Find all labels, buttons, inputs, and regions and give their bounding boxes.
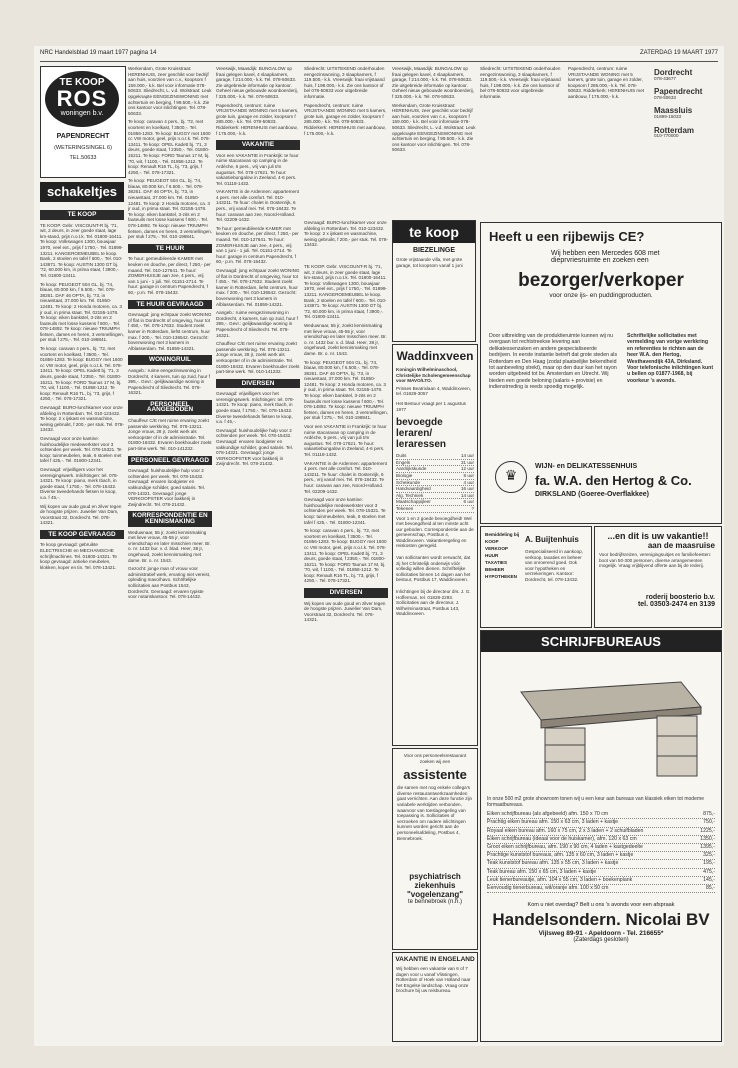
classified: Sliedrecht: UITSTEKEND onderhouden eengezinswoning, 3 slaapkamers, f 119.500,- k.k. Vreeswijk: fraai vrijstaand huis, f 198.000,- k.k. Zie ons kantoor of bel 078-50633 voor uitgebreide informatie. [304,66,385,99]
desk-item: Teak bureau afm. 150 x 65 cm, 3 laden + kastje 475,- [487,869,715,877]
desk-item: Eiken schrijfbureau (ideaal voor de huiskamer), afm. 120 x 63 cm 1350,- [487,836,715,844]
subject-row: Biologie 8 uur [396,472,474,478]
classified: Gevraagd: BURO-lunchkamer voor onze afdeling in Rotterdam. Tel. 010-123432. Te koop: 2 x ijskast en wasmachine, weinig gebruikt, f 200,- per stuk. Tel. 078-13432. [304,220,388,248]
classified: Te koop: caravan 4 pers., bj. '72, met voortent en koelkast, f 3500,-. Tel. 01856-1283. Te koop: BUGGY met 1600 cc VW motor, geel, prijs n.o.t.k. Tel. 078-13411. Te koop: OPEL Kadett bj. '71, 3 deurs, goede staat, f 2350,-. Tel. 01800-15211. Te koop: FORD Taunus 17 M, bj. '70, wit, f 1100,-. Tel. 01858-1212. Te koop: Renault R16 TL, bj. '73, grijs, f 4250,-. Tel. 078-17321. [128,119,211,175]
classified: Sliedrecht: UITSTEKEND onderhouden eengezinswoning, 3 slaapkamers, f 119.500,- k.k. Vreeswijk: fraai vrijstaand huis, f 198.000,- k.k. Zie ons kantoor of bel 078-50633 voor uitgebreide informatie. [480,66,561,99]
schrijf-caption: In onze 500 m2 grote showroom tonen wij u een keur aan bureaus van klassiek eiken tot moderne formaatbureaus. [487,796,705,808]
schrijf-note: Kom u niet overdag? Belt u ons 's avonds voor een afspraak [527,902,675,909]
column-4-top [304,66,388,216]
buijtenhuis-ad [480,526,592,628]
waddinxveen-note1: Voor 1 en 2 goede bevoegdheid! Wel met bevoegdheid al ten minste acht uur geboden. Correspondentie aan de gemeenschap, Postbus 4, Waddinxveen. Vakantieregeling en reiskosten geregeld. [396,515,474,549]
classified: Chauffeur C/E met ruime ervaring zoekt passende werkkring. Tel. 078-13211. Jonge vrouw, 28 jr, zoekt werk als verkoopster of in de administratie. Tel. 01800-18432. Ervaren boekhouder zoekt part-time werk. Tel. 010-141232. [216,341,300,375]
classified: Weduwnaar, 55 jr, zoekt kennismaking met lieve vrouw, 45-55 jr, voor vriendschap en later misschien meer. Br. o. nr. 1432 bur. v. d. blad. Heer, 38 jr, ongehuwd, zoekt kennismaking met dame. Br. o. nr. 1543. [128,529,211,563]
classified: Werkendam, Grote Kruisstraat: HERENHUIS, zeer geschikt voor bedrijf aan huis, voorzien van c.v., koopsom f 159.000,- k.k. Bel voor informatie 078-50633. Sliedrecht, L. v.d. Wolstraat: Leuk opgeknapte EENGEZINSWONING met achtertuin en berging, f 99.500,- k.k. Zie ons kantoor voor inlichtingen. Tel. 078-50633. [392,102,476,153]
classified: Gevraagd: BURO-lunchkamer voor onze afdeling in Rotterdam. Tel. 010-123432. Te koop: 2 x ijskast en wasmachine, weinig gebruikt, f 200,- per stuk. Tel. 078-13432. [40,405,124,433]
classified: Te koop: PEUGEOT 504 GL, bj. '74, blauw, 80.000 km, f 6.500,-. Tel. 078-38261. DAF 46 OPTA, bj. '73, in nieuwstaat, 37.000 km. Tel. 01850-12481. Te koop: 2 Honda motoren, ca. 3 jr oud, in prima staat. Tel. 02155-1478. Te koop: eiken bankstel, 3-zits en 2 fauteuils met losse kussens f 600,-. Tel. 078-14892. Te koop: nieuwe TRIUMPH fietsen, dames en heren, 3 versnellingen, per stuk f 275,-. Tel. 010-198841. [304,359,388,421]
assistente-title: assistente [403,767,467,783]
desk-item: Leuk tienerbureautje, afm. 104 x 55 cm, 3 laden + boekenplank 145,- [487,877,715,885]
section-correspondentie: KORRESPONDENTIE EN KENNISMAKING [128,511,212,526]
vakantie-sub: aan de maasruise [647,541,715,550]
tekoop-biezelinge-ad [392,220,476,342]
subject-row: Engels 31 uur [396,459,474,465]
waddinxveen-org: Koningin Wilhelminaschool, Christelijke Scholengemeenschap voor MAVO/LTO. [396,367,471,384]
vakantie-eng-title: VAKANTIE IN ENGELAND [395,956,475,963]
rijbewijs-sub: voor onze ijs- en puddingproducten. [549,292,653,299]
classified: VAKANTIE in de Ardennen: appartement 4 pers. met alle comfort. Tel. 010-143211. Te huur: chalet in Oostenrijk, 6 pers., vrij vanaf mei. Tel. 078-18432. Te huur: caravan aan zee, Noord-Holland. Tel. 02209-1432. [304,460,387,494]
rijbewijs-intro: Wij hebben een Mercedes 608 met dieprvriesruimte en zoeken een [551,250,660,264]
subject-row: Duits 14 uur [396,453,474,459]
section-personeel-gevraagd: PERSONEEL GEVRAAGD [128,456,212,466]
tekoop-title: te koop [393,221,475,243]
waddinxveen-title: Waddinxveen [396,349,474,363]
classified: TE KOOP. Gebr. VISCOUNT-R bj. '71, wit, 2 deurs, in zeer goede staat, lage km-stand, prijs n.o.t.k. Tel. 01800-16411. Te koop: Volkswagen 1300, bouwjaar 1970, veel ext., prijs f 1750,-. Tel. 01899-13211. KANGEROEMEUBEL te koop. Bank, 2 stoelen en tafel f 600,-. Tel. 010-143871. Te koop: AUSTIN 1300 GT bj. '72, 60.000 km, in prima staat, f 3900,-. Tel. 01800-13411. [40,222,123,278]
column-6-top [480,66,564,216]
rijbewijs-heading: Heeft u een rijbewijs CE? [489,229,645,244]
column-1 [40,206,124,1041]
logo-brand: ROS [56,86,108,111]
schrijf-brand: Handelsondern. Nicolai BV [492,910,710,930]
desk-item: Eiken schrijfbureau (als afgebeeld) afm. 150 x 70 cm 875,- [487,811,715,819]
waddinxveen-address: Prinses Beatrixlaan 4, Waddinxveen, tel. 01828-3057 [396,385,471,397]
assistente-org: psychiatrisch ziekenhuis "vogelenzang" [406,872,464,900]
desk-item: Prachtige kunststof bureaus, afm. 135 x 60 cm, 3 laden + kastje 325,- [487,852,715,860]
classified: Vreeswijk, Maasdijk: BUNGALOW op fraai gelegen kavel, 4 slaapkamers, garage, f 214.000,- k.k. Tel. 078-50633. Zie uitgebreide informatie op kantoor. Geheel nieuw gebouwde woonboerderij, f 325.000,- k.k. Tel. 078-50633. [392,66,474,99]
subject-row: Alg. Techniek 14 uur [396,492,474,498]
assistente-text: die samen met nog enkele collega's diverse restaurantwerkzaamheden gaat verrichten. Aan deze functie zijn variabele werktijden verbonden, waarvoor van toeslagregeling van toepassing is. Sollicitaties of verzoeken om nadere inlichtingen kunnen worden gericht aan de personeelsafdeling, Postbus 4, Bennebroek. [397,785,473,841]
newspaper-page [34,46,724,1046]
waddinxveen-ad [392,344,478,746]
column-4 [304,264,388,1041]
classified: Werkendam, Grote Kruisstraat: HERENHUIS, zeer geschikt voor bedrijf aan huis, voorzien van c.v., koopsom f 159.000,- k.k. Bel voor informatie 078-50633. Sliedrecht, L. v.d. Wolstraat: Leuk opgeknapte EENGEZINSWONING met achtertuin en berging, f 99.500,- k.k. Zie ons kantoor voor inlichtingen. Tel. 078-50633. [128,66,212,116]
subject-row: Scheikunde 4 uur [396,479,474,485]
classified: Vreeswijk, Maasdijk: BUNGALOW op fraai gelegen kavel, 4 slaapkamers, garage, f 214.000,- k.k. Tel. 078-50633. Zie uitgebreide informatie op kantoor. Geheel nieuw gebouwde woonboerderij, f 325.000,- k.k. Tel. 078-50633. [216,66,298,99]
classified: Aangeb.: ruime eengezinswoning in Dordrecht, 4 kamers, tuin op zuid, huur f 395,-. Gevr.: gelijkwaardige woning in Papendrecht of Sliedrecht. Tel. 078-16321. [216,310,298,338]
classified: Gevraagd: huishoudelijke hulp voor 2 ochtenden per week. Tel. 078-15432. Gevraagd: ervaren loodgieter en vakkundige schilder, goed salaris. Tel. 078-14321. Gevraagd: jonge VERKOOPSTER voor bakkerij in Zwijndrecht. Tel. 078-21432. [128,468,206,507]
crown-icon: ♛ [495,461,527,493]
classified: Te huur: gemeubileerde KAMER met keuken en douche, per direct, f 250,- per maand. Tel. 010-127641. Te huur: ZOMERHUISJE aan zee, 4 pers., vrij van 1 juni - 1 juli. Tel. 01151-2714. Te huur: garage in centrum Papendrecht, f 60,- p.m. Tel. 078-15432. [216,225,299,265]
desk-item: Teak kunststof bureau afm. 135 x 55 cm, 3 laden + kastje 195,- [487,860,715,868]
desk-item: Groot eiken schrijfbureau, afm. 190 x 90 cm, 4 laden + kastgedeelte 1395,- [487,844,715,852]
page-header-left: NRC Handelsblad 19 maart 1977 pagina 14 [40,50,157,56]
column-4-mid [304,220,388,260]
schakeltjes-banner [40,182,124,202]
desk-item: Royaal eiken bureau afm. 160 x 75 cm, 2 x 3 laden + 2 schuifbladen 1225,- [487,828,715,836]
classified: Gevraagd: vrijwilligers voor het verenigingswerk. Inlichtingen: tel. 078-14321. Te koop: piano, merk Ibach, in goede staat, f 1750,-. Tel. 078-15432. Diverse tweedehands fietsen te koop, v.a. f 45,-. [216,391,295,425]
classified: Te koop gevraagd: gebruikte ELECTRISCHE en MECHANISCHE schrijfmachines. Tel. 01800-14321. Te koop gevraagd: antieke meubelen, klokken, koper en tin. Tel. 078-13421. [40,542,117,570]
subject-row: Maatschappijleer 6 uur [396,499,474,505]
vakantie-contact: roderij boosterio b.v. [645,594,715,601]
waddinxveen-note2: Van sollicitanten wordt verwacht, dat zij het Christelijk onderwijs vóór volledig willen dienen. Schriftelijke sollicitaties binnen 14 dagen aan het bestuur, Postbus 17, Waddinxveen. [396,555,471,583]
section-diversen: DIVERSEN [216,379,300,389]
logo-oval [45,71,119,127]
classified: Wij kopen uw oude goud en zilver tegen de hoogste prijzen. Juwelier Van Dam, Voorstraat 32, Dordrecht. Tel. 078-14321. [304,600,386,623]
rijbewijs-ad [480,222,722,524]
classified: Te huur: gemeubileerde KAMER met keuken en douche, per direct, f 250,- per maand. Tel. 010-127641. Te huur: ZOMERHUISJE aan zee, 4 pers., vrij van 1 juni - 1 juli. Tel. 01151-2714. Te huur: garage in centrum Papendrecht, f 60,- p.m. Tel. 078-15432. [128,256,211,295]
buijtenhuis-label: Bemiddeling bij KOOP VERKOOP HUUR TAXATIES BEHEER HYPOTHEKEN [485,532,520,579]
schrijf-hours: (Zaterdags gesloten) [573,937,629,944]
buijtenhuis-name: A. Buijtenhuis [525,535,579,544]
classified: TE KOOP. Gebr. VISCOUNT-R bj. '71, wit, 2 deurs, in zeer goede staat, lage km-stand, prijs n.o.t.k. Tel. 01800-16411. Te koop: Volkswagen 1300, bouwjaar 1970, veel ext., prijs f 1750,-. Tel. 01899-13211. KANGEROEMEUBEL te koop. Bank, 2 stoelen en tafel f 600,-. Tel. 010-143871. Te koop: AUSTIN 1300 GT bj. '72, 60.000 km, in prima staat, f 3900,-. Tel. 01800-13411. [304,264,387,320]
section-woningruil: WONINGRUIL [128,355,212,365]
tekoop-sub: BIEZELINGE [412,247,455,254]
subject-row: Tekenen ? [396,505,474,511]
rijbewijs-sollicit: Schriftelijke sollicitaties met vermelding van vorige werkkring en referenties te richten aan de heer W.A. den Hertog, Westhavendijk 43A, Dirksland. Voor telefonische inlichtingen kunt u bellen op 01877-1968, bij voorkeur 's avonds. [627,333,714,384]
assistente-intro: Voor ons personeelsrestaurant zoeken wij een [403,753,467,764]
section-personeel-aangeboden: PERSONEEL AANGEBODEN [128,400,212,415]
column-7-top [568,66,650,216]
classified: Aangeb.: ruime eengezinswoning in Dordrecht, 4 kamers, tuin op zuid, huur f 395,-. Gevr.: gelijkwaardige woning in Papendrecht of Sliedrecht. Tel. 078-16321. [128,367,210,396]
subject-row: Handvaardigheid 16 uur [396,486,474,492]
classified: Te koop: caravan 4 pers., bj. '72, met voortent en koelkast, f 3500,-. Tel. 01856-1283. Te koop: BUGGY met 1600 cc VW motor, geel, prijs n.o.t.k. Tel. 078-13411. Te koop: OPEL Kadett bj. '71, 3 deurs, goede staat, f 2350,-. Tel. 01800-15211. Te koop: FORD Taunus 17 M, bj. '70, wit, f 1100,-. Tel. 01858-1212. Te koop: Renault R16 TL, bj. '73, grijs, f 4250,-. Tel. 078-17321. [40,346,123,402]
company-name: fa. W.A. den Hertog & Co. [535,473,692,488]
vakantie-eng-text: Wij hebben een vakantie van 6 of 7 dagen voor u vanaf Vlissingen, Rotterdam of Hoek van Holland naar het Engelse landschap. Vraag onze brochure bij uw reisbureau. [396,966,471,994]
logo-street: (WETERINGSINGEL 6) [54,145,112,151]
schakeltjes-title: schakeltjes [46,184,118,199]
rijbewijs-title: bezorger/verkoper [518,270,684,291]
section-te-huur-gevraagd: TE HUUR GEVRAAGD [128,300,212,310]
classified: Gevraagd voor onze kantine: huishoudelijke medewerkster voor 3 ochtenden per week. Tel. 078-15321. Te koop: tuinmeubelen, teak, 6 stoelen met tafel f 425,-. Tel. 01800-12341. [304,497,386,525]
waddinxveen-note3: Inlichtingen bij de directeur drs. J. G. Hofferman, tel. 01828-2293. Sollicitaties aan de directeur, J. Wilhelminastraat, Postbus 143, Waddinxveen. [396,589,471,617]
column-3 [216,66,300,1041]
vakantie-engeland-ad [392,952,478,1042]
classified: Papendrecht, centrum: ruime VRIJSTAANDE WONING met 5 kamers, grote tuin, garage en zolder, koopsom f 285.000,- k.k. Tel. 078-50633. Ridderkerk: HERENHUIS met aanbouw, f 175.000,- k.k. [304,102,387,136]
section-vakantie: VAKANTIE [216,140,300,150]
classified: Te koop: caravan 4 pers., bj. '72, met voortent en koelkast, f 3500,-. Tel. 01856-1283. Te koop: BUGGY met 1600 cc VW motor, geel, prijs n.o.t.k. Tel. 078-13411. Te koop: OPEL Kadett bj. '71, 3 deurs, goede staat, f 2350,-. Tel. 01800-15211. Te koop: FORD Taunus 17 M, bj. '70, wit, f 1100,-. Tel. 01858-1212. Te koop: Renault R16 TL, bj. '73, grijs, f 4250,-. Tel. 078-17321. [304,528,387,584]
vakantie-text: Voor bedrijfsreizen, verenigingsuitjes en familiefeesten: boot van 50-300 personen, diverse arrangementen mogelijk. Vraag vrijblijvend offerte aan bij de rederij. [599,552,712,569]
section-te-huur: TE HUUR [128,244,212,254]
classified: Gevraagd voor onze kantine: huishoudelijke medewerkster voor 3 ochtenden per week. Tel. 078-15321. Te koop: tuinmeubelen, teak, 6 stoelen met tafel f 425,-. Tel. 01800-12341. [40,435,122,464]
waddinxveen-intro: Het Bestuur vraagt per 1 augustus 1977 [396,400,466,412]
classified: Gevraagd: jong echtpaar zoekt WONING of flat in Dordrecht of omgeving, huur tot f 450,-. Tel. 078-17632. Student zoekt kamer in Rotterdam, liefst centrum, huur max. f 200,-. Tel. 010-136542. Gezocht: bovenwoning met 3 kamers in Alblasserdam. Tel. 01859-14321. [216,268,300,307]
vakantie-phone: tel. 03503-2474 en 3139 [637,601,715,608]
office: Dordrecht 078-43677 [654,68,693,81]
classified: Voor een VAKANTIE in Frankrijk: te huur ruime stacaravan op camping in de Ardèche, 6 pers., vrij van juli t/m augustus. Tel. 078-17621. Te huur: vakantiebungalow in Zeeland, 4-6 pers. Tel. 01118-1432. [216,152,299,186]
classified: Papendrecht, centrum: ruime VRIJSTAANDE WONING met 5 kamers, grote tuin, garage en zolder, koopsom f 285.000,- k.k. Tel. 078-50633. Ridderkerk: HERENHUIS met aanbouw, f 175.000,- k.k. [216,102,299,136]
company-label: WIJN- en DELIKATESSENHUIS [535,463,638,470]
desk-item: Prachtig eiken bureau afm. 150 x 63 cm, 3 laden + kastje 750,- [487,819,715,827]
column-2 [128,66,212,1041]
office: Maassluis 01899-15033 [654,106,693,119]
desk-price-list [481,808,721,896]
offices-list [654,70,720,210]
vakantie-title: ...en dit is uw vakantie!! [607,531,709,541]
desk-illustration [481,652,719,792]
logo-top: TE KOOP [59,77,105,88]
schrijf-title: SCHRIJFBUREAUS [481,631,721,652]
desk-item: Eenvoudig tienerbureau, wit/oranje afm. 100 x 50 cm 85,- [487,885,715,893]
waddinxveen-heading: bevoegde leraren/ leraressen [396,417,447,451]
ros-logo-ad [40,66,126,178]
classified: Papendrecht, centrum: ruime VRIJSTAANDE WONING met 5 kamers, grote tuin, garage en zolder, koopsom f 285.000,- k.k. Tel. 078-50633. Ridderkerk: HERENHUIS met aanbouw, f 175.000,- k.k. [568,66,645,99]
classified: Te koop: PEUGEOT 504 GL, bj. '74, blauw, 80.000 km, f 6.500,-. Tel. 078-38261. DAF 46 OPTA, bj. '73, in nieuwstaat, 37.000 km. Tel. 01850-12481. Te koop: 2 Honda motoren, ca. 3 jr oud, in prima staat. Tel. 02155-1478. Te koop: eiken bankstel, 3-zits en 2 fauteuils met losse kussens f 600,-. Tel. 078-14892. Te koop: nieuwe TRIUMPH fietsen, dames en heren, 3 versnellingen, per stuk f 275,-. Tel. 010-198841. [40,281,124,343]
logo-sub: woningen b.v. [60,110,104,117]
office: Rotterdam 010-770000 [654,125,695,139]
subjects-list [393,453,477,512]
logo-city: PAPENDRECHT [56,133,110,140]
classified: Gezocht: jonge man of vrouw voor administratief werk, ervaring niet vereist, opleiding mavo/havo. Schriftelijke sollicitaties aan Postbus 1543, Dordrecht. Gevraagd: ervaren typiste voor notariskantoor. Tel. 078-14432. [128,566,211,600]
tekoop-text: Grote vrijstaande villa, met grote garage, tot koopsom vanaf 1 juni [396,257,463,268]
buijtenhuis-text: Gespecialiseerd in aankoop, verkoop, taxaties en beheer van onroerend goed. Ook voor hypotheken en verzekeringen. Kantoor: Dordrecht, tel. 078-13432. [525,549,583,582]
classified: Wij kopen uw oude goud en zilver tegen de hoogste prijzen. Juwelier Van Dam, Voorstraat 32, Dordrecht. Tel. 078-14321. [40,503,122,526]
office: Papendrecht 078-50633 [654,87,703,100]
classified: Gevraagd: jong echtpaar zoekt WONING of flat in Dordrecht of omgeving, huur tot f 450,-. Tel. 078-17632. Student zoekt kamer in Rotterdam, liefst centrum, huur max. f 200,-. Tel. 010-136542. Gezocht: bovenwoning met 3 kamers in Alblasserdam. Tel. 01859-14321. [128,312,212,351]
subject-row: Aardrijkskunde 12 uur [396,466,474,472]
schrijfbureaus-ad [480,630,722,1042]
classified: Te koop: PEUGEOT 504 GL, bj. '74, blauw, 80.000 km, f 6.500,-. Tel. 078-38261. DAF 46 OPTA, bj. '73, in nieuwstaat, 37.000 km. Tel. 01850-12481. Te koop: 2 Honda motoren, ca. 3 jr oud, in prima staat. Tel. 02155-1478. Te koop: eiken bankstel, 3-zits en 2 fauteuils met losse kussens f 600,-. Tel. 078-14892. Te koop: nieuwe TRIUMPH fietsen, dames en heren, 3 versnellingen, per stuk f 275,-. Tel. 010-198841. [128,178,212,240]
logo-phone: TEL.50633 [69,155,97,161]
classified: VAKANTIE in de Ardennen: appartement 4 pers. met alle comfort. Tel. 010-143211. Te huur: chalet in Oostenrijk, 6 pers., vrij vanaf mei. Tel. 078-18432. Te huur: caravan aan zee, Noord-Holland. Tel. 02209-1432. [216,189,299,223]
page-header-right: ZATERDAG 19 MAART 1977 [639,50,718,56]
rijbewijs-body: Door uitbreiding van de produktieruimte kunnen wij nu overgaan tot rechtstreekse levering aan delikatessenzaken en andere gespecialiseerde bedrijven. In eerste instantie betreft dat grote steden als Rotterdam en Den Haag (zodat plaatselijke bekendheid tot aanbeveling strekt), maar op den duur kan het rayon worden uitgebreid tot bv. Amsterdam en Utrecht. Wij bieden een goede beloning (salaris + provisie) en indienstrreding is reeds spoedig mogelijk. [489,333,618,391]
column-5-top [392,66,476,216]
section-te-koop-gevraagd: TE KOOP GEVRAAGD [40,530,124,540]
header-rule [40,61,718,62]
schrijf-address: Vijlsweg 89-91 - Apeldoorn - Tel. 216655* [538,930,664,938]
vakantie-ad [594,526,722,628]
section-diversen: DIVERSEN [304,588,388,598]
classified: Gevraagd: huishoudelijke hulp voor 2 ochtenden per week. Tel. 078-15432. Gevraagd: ervaren loodgieter en vakkundige schilder, goed salaris. Tel. 078-14321. Gevraagd: jonge VERKOOPSTER voor bakkerij in Zwijndrecht. Tel. 078-21432. [216,427,294,467]
assistente-ad [392,748,478,950]
company-city: DIRKSLAND (Goeree-Overflakkee) [535,491,649,498]
classified: Voor een VAKANTIE in Frankrijk: te huur ruime stacaravan op camping in de Ardèche, 6 pers., vrij van juli t/m augustus. Tel. 078-17621. Te huur: vakantiebungalow in Zeeland, 4-6 pers. Tel. 01118-1432. [304,424,387,457]
classified: Weduwnaar, 55 jr, zoekt kennismaking met lieve vrouw, 45-55 jr, voor vriendschap en later misschien meer. Br. o. nr. 1432 bur. v. d. blad. Heer, 38 jr, ongehuwd, zoekt kennismaking met dame. Br. o. nr. 1543. [304,322,387,356]
classified: Gevraagd: vrijwilligers voor het verenigingswerk. Inlichtingen: tel. 078-14321. Te koop: piano, merk Ibach, in goede staat, f 1750,-. Tel. 078-15432. Diverse tweedehands fietsen te koop, v.a. f 45,-. [40,466,119,500]
section-te-koop: TE KOOP [40,210,124,220]
classified: Chauffeur C/E met ruime ervaring zoekt passende werkkring. Tel. 078-13211. Jonge vrouw, 28 jr, zoekt werk als verkoopster of in de administratie. Tel. 01800-18432. Ervaren boekhouder zoekt part-time werk. Tel. 010-141232. [128,418,212,452]
assistente-org2: te bennebroek (n.h.) [407,899,463,906]
